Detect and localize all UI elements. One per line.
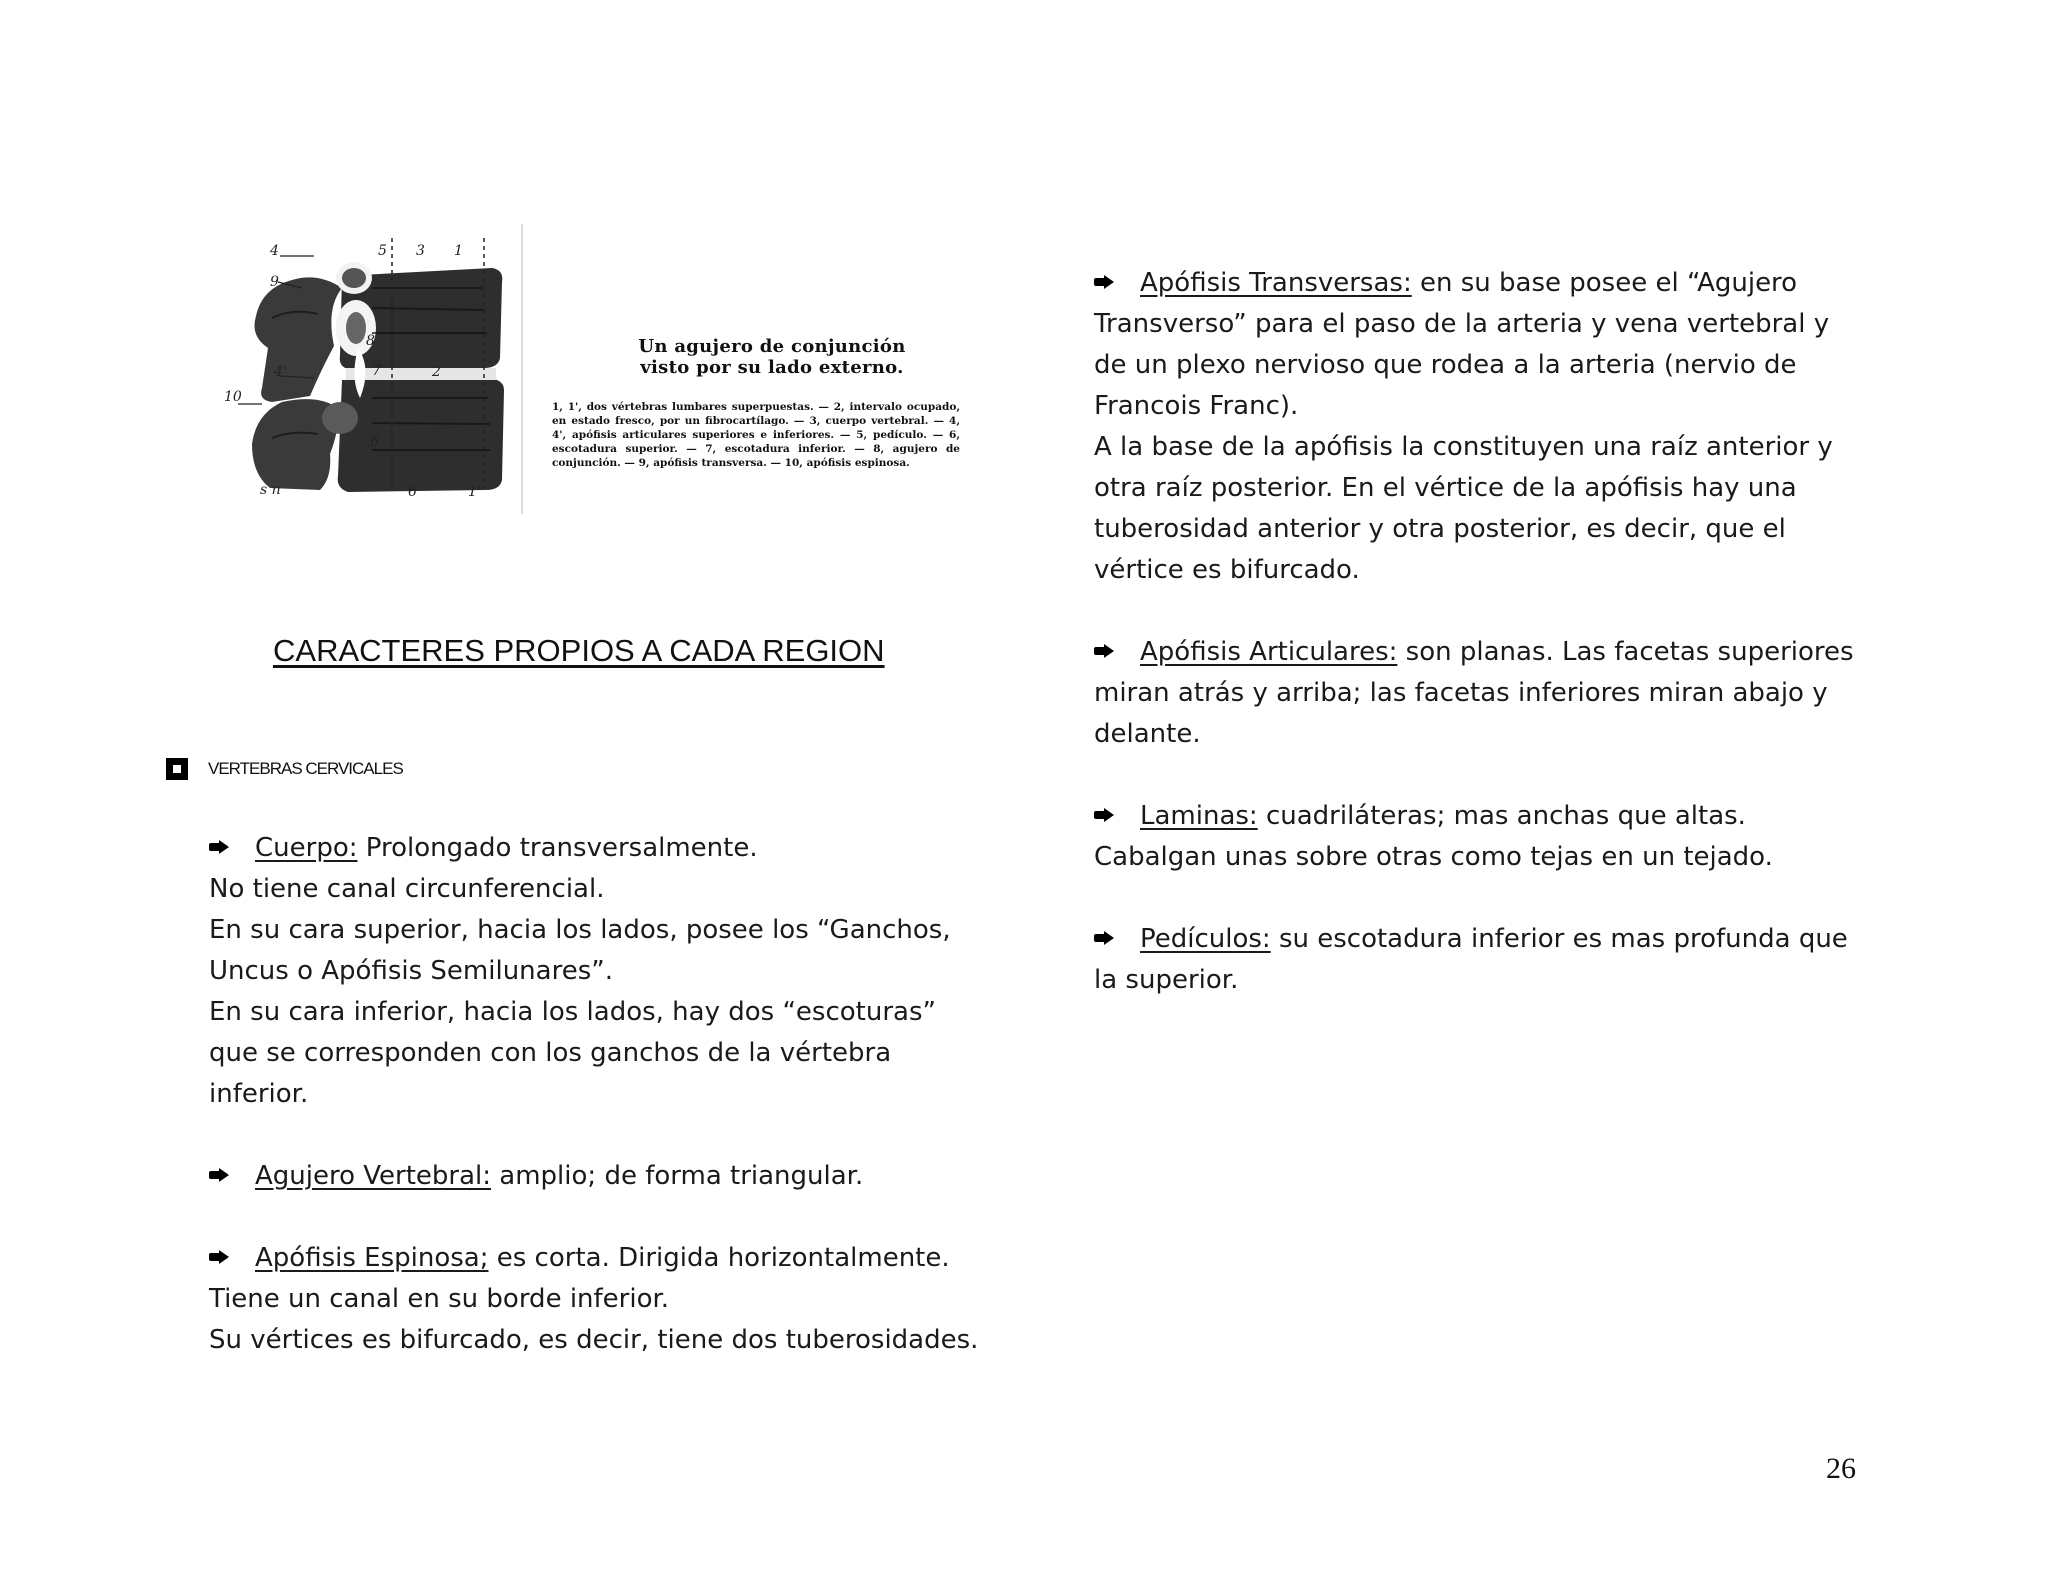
item-line: otra raíz posterior. En el vértice de la apófisis hay una	[1094, 473, 1797, 503]
arrow-right-icon	[209, 840, 229, 854]
item-line	[1094, 919, 1894, 960]
figure-label: 3	[416, 243, 425, 259]
item-line: En su cara inferior, hacia los lados, hay dos “escoturas”	[209, 997, 936, 1027]
item-line: Tiene un canal en su borde inferior.	[209, 1284, 670, 1314]
arrow-right-icon	[1094, 931, 1114, 945]
item-line: inferior.	[209, 1079, 309, 1109]
item-line	[209, 1156, 1009, 1197]
figure-label: 7	[372, 363, 381, 379]
list-item-laminas	[1094, 796, 1894, 878]
list-item-apofisis-articulares	[1094, 632, 1894, 755]
item-text: su escotadura inferior es mas profunda que	[1270, 924, 1848, 954]
figure-label: 4	[270, 243, 279, 259]
item-text: amplio; de forma triangular.	[491, 1161, 864, 1191]
item-line	[1094, 796, 1894, 837]
item-line: Transverso” para el paso de la arteria y vena vertebral y	[1094, 309, 1830, 339]
figure-label: 6	[370, 434, 379, 450]
item-line	[1094, 632, 1894, 673]
right-column	[1094, 263, 1894, 1042]
item-text: es corta. Dirigida horizontalmente.	[488, 1243, 950, 1273]
item-term: Cuerpo:	[255, 833, 358, 863]
item-term: Agujero Vertebral:	[255, 1161, 492, 1191]
item-term: Laminas:	[1140, 801, 1258, 831]
item-line: tuberosidad anterior y otra posterior, es decir, que el	[1094, 514, 1786, 544]
item-line	[1094, 263, 1894, 304]
item-line: En su cara superior, hacia los lados, posee los “Ganchos,	[209, 915, 951, 945]
arrow-right-icon	[1094, 644, 1114, 658]
figure-label: 8	[366, 333, 375, 349]
item-line: No tiene canal circunferencial.	[209, 874, 605, 904]
item-term: Pedículos:	[1140, 924, 1271, 954]
vertebrae-illustration	[222, 218, 532, 516]
subsection-label: VERTEBRAS CERVICALES	[208, 759, 403, 778]
item-line: Francois Franc).	[1094, 391, 1299, 421]
item-line: de un plexo nervioso que rodea a la arteria (nervio de	[1094, 350, 1797, 380]
figure-label: 5	[378, 243, 387, 259]
list-item-cuerpo	[209, 828, 1009, 1115]
item-text: en su base posee el “Agujero	[1411, 268, 1798, 298]
figure-label: 6	[408, 484, 417, 500]
vertebrae-figure	[222, 218, 960, 516]
page-number: 26	[1826, 1452, 1856, 1485]
arrow-right-icon	[209, 1250, 229, 1264]
list-item-agujero-vertebral	[209, 1156, 1009, 1197]
arrow-right-icon	[1094, 275, 1114, 289]
left-column	[209, 828, 1009, 1402]
item-text: Prolongado transversalmente.	[357, 833, 758, 863]
item-line	[209, 828, 1009, 869]
figure-label: 1	[454, 243, 463, 259]
item-term: Apófisis Transversas:	[1140, 268, 1412, 298]
item-term: Apófisis Espinosa;	[255, 1243, 489, 1273]
item-line: que se corresponden con los ganchos de la vértebra	[209, 1038, 892, 1068]
figure-label: 2	[432, 364, 441, 380]
item-line: A la base de la apófisis la constituyen una raíz anterior y	[1094, 432, 1833, 462]
figure-label: 4'	[274, 364, 287, 380]
item-text: son planas. Las facetas superiores	[1397, 637, 1854, 667]
item-line	[209, 1238, 1009, 1279]
item-line: Su vértices es bifurcado, es decir, tiene dos tuberosidades.	[209, 1325, 979, 1355]
item-line: la superior.	[1094, 965, 1239, 995]
item-line: delante.	[1094, 719, 1201, 749]
figure-label: 1'	[468, 484, 481, 500]
subsection-heading	[166, 754, 403, 784]
figure-title	[622, 336, 922, 378]
figure-title-line: Un agujero de conjunción	[638, 336, 906, 357]
list-item-apofisis-transversas	[1094, 263, 1894, 591]
section-title: CARACTERES PROPIOS A CADA REGION	[273, 633, 885, 668]
item-line: Uncus o Apófisis Semilunares”.	[209, 956, 613, 986]
figure-title-line: visto por su lado externo.	[640, 357, 904, 378]
list-item-pediculos	[1094, 919, 1894, 1001]
item-line: miran atrás y arriba; las facetas inferiores miran abajo y	[1094, 678, 1828, 708]
figure-legend: 1, 1', dos vértebras lumbares superpuestas. — 2, intervalo ocupado, en estado fresco, por un fibrocartílago. — 3, cuerpo vertebral. — 4, 4', apófisis articulares superiores e inferiores. — 5, pedículo. — 6, escotadura superior. — 7, escotadura inferior. — 8, agujero de conjunción. — 9, apófisis transversa. — 10, apófisis espinosa.	[552, 401, 960, 469]
item-line: Cabalgan unas sobre otras como tejas en un tejado.	[1094, 842, 1773, 872]
list-item-apofisis-espinosa	[209, 1238, 1009, 1361]
arrow-right-icon	[209, 1168, 229, 1182]
arrow-right-icon	[1094, 808, 1114, 822]
figure-label: 9	[270, 274, 279, 290]
square-bullet-icon	[166, 758, 188, 780]
item-line: vértice es bifurcado.	[1094, 555, 1360, 585]
figure-label: 10	[224, 389, 242, 405]
item-text: cuadriláteras; mas anchas que altas.	[1257, 801, 1746, 831]
figure-label: s n	[260, 482, 281, 498]
item-term: Apófisis Articulares:	[1140, 637, 1398, 667]
